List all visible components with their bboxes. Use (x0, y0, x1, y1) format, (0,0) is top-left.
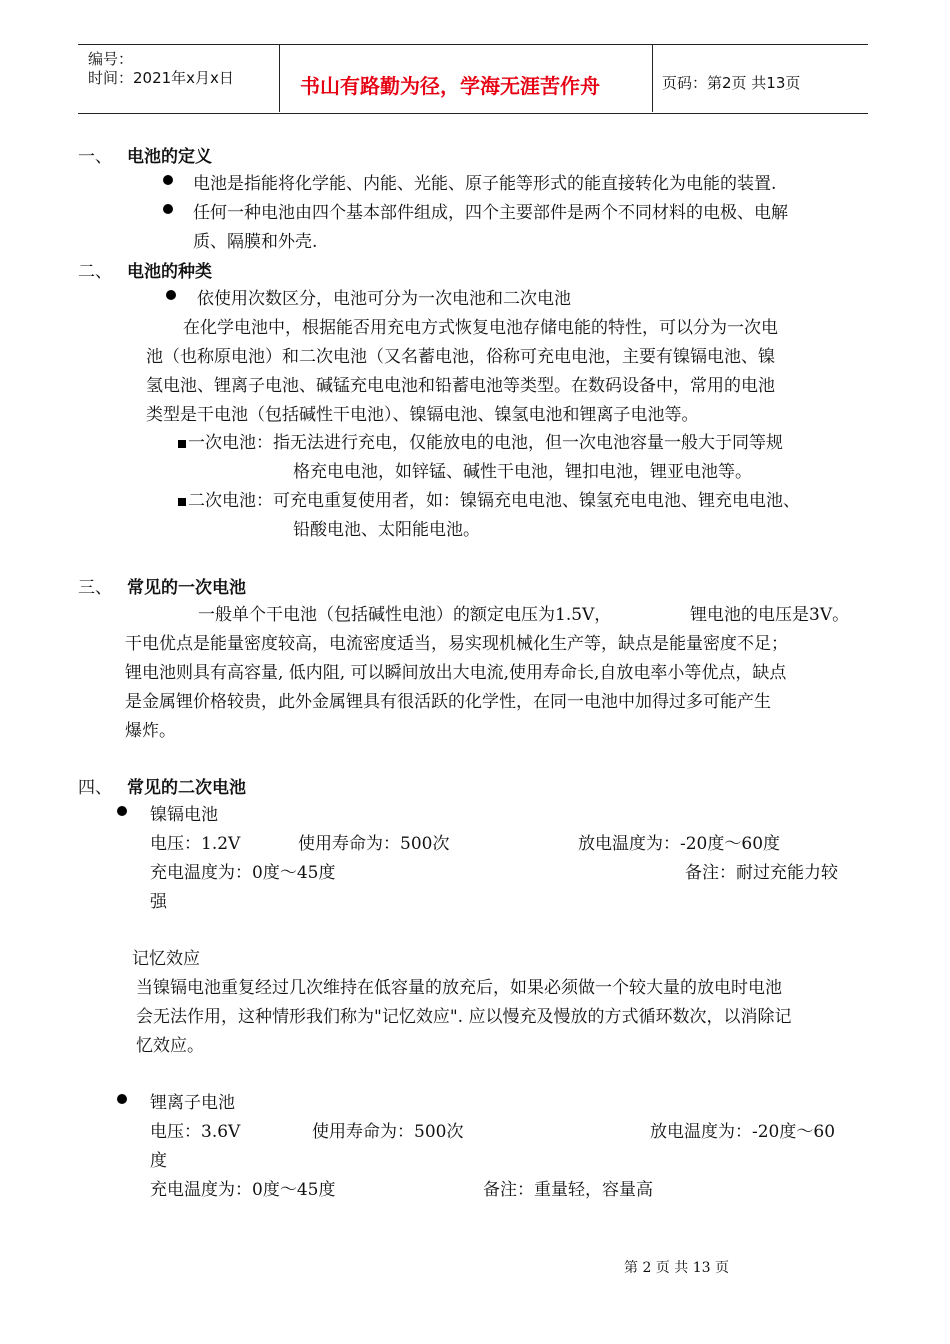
bullet-icon (117, 806, 127, 816)
bullet-icon (117, 1094, 127, 1104)
liion-name: 锂离子电池 (150, 1093, 235, 1113)
bullet-icon (163, 175, 173, 185)
header-motto: 书山有路勤为径，学海无涯苦作舟 (300, 74, 600, 98)
liion-discharge-temp-b: 度 (150, 1151, 167, 1171)
liion-discharge-temp-a: 放电温度为：-20度～60 (650, 1122, 836, 1142)
section2-bullet1: 依使用次数区分，电池可分为一次电池和二次电池 (197, 289, 571, 309)
nicd-name: 镍镉电池 (150, 805, 218, 825)
section2-item2-line1 (178, 486, 800, 511)
section2-item1-text: 一次电池：指无法进行充电，仅能放电的电池，但一次电池容量一般大于同等规 (188, 433, 783, 453)
header-divider-2 (652, 44, 653, 112)
nicd-voltage: 电压：1.2V (150, 834, 241, 854)
section3-line4: 是金属锂价格较贵，此外金属锂具有很活跃的化学性，在同一电池中加得过多可能产生 (125, 692, 771, 712)
memory-line1: 当镍镉电池重复经过几次维持在低容量的放充后，如果必须做一个较大量的放电时电池 (136, 978, 782, 998)
section3-line3: 锂电池则具有高容量, 低内阻, 可以瞬间放出大电流,使用寿命长,自放电率小等优点，缺点 (125, 663, 787, 683)
memory-line3: 忆效应。 (136, 1036, 204, 1056)
section2-item1-line1 (178, 428, 783, 453)
header-time-label: 时间：2021年x月x日 (88, 69, 234, 87)
square-bullet-icon (178, 498, 186, 506)
section2-para-line1: 在化学电池中，根据能否用充电方式恢复电池存储电能的特性，可以分为一次电 (183, 318, 778, 338)
section2-para-line4: 类型是干电池（包括碱性干电池）、镍镉电池、镍氢电池和锂离子电池等。 (146, 405, 699, 425)
header-code-label: 编号： (88, 50, 134, 68)
section1-bullet1: 电池是指能将化学能、内能、光能、原子能等形式的能直接转化为电能的装置. (193, 174, 777, 194)
liion-charge-temp: 充电温度为：0度～45度 (150, 1180, 336, 1200)
section1-title: 电池的定义 (127, 147, 212, 167)
section2-para-line3: 氢电池、锂离子电池、碱锰充电电池和铅蓄电池等类型。在数码设备中，常用的电池 (146, 376, 775, 396)
header-divider-1 (279, 44, 280, 112)
bullet-icon (166, 290, 176, 300)
footer-page-number: 第 2 页 共 13 页 (624, 1260, 729, 1276)
section3-number: 三、 (78, 578, 112, 598)
nicd-discharge-temp: 放电温度为：-20度～60度 (578, 834, 781, 854)
section3-title: 常见的一次电池 (127, 578, 246, 598)
section4-number: 四、 (78, 778, 112, 798)
section4-title: 常见的二次电池 (127, 778, 246, 798)
square-bullet-icon (178, 440, 186, 448)
nicd-remark-b: 强 (150, 892, 167, 912)
header-page-info: 页码：第2页 共13页 (662, 74, 801, 92)
nicd-life: 使用寿命为：500次 (298, 834, 450, 854)
section2-title: 电池的种类 (127, 262, 212, 282)
section3-line5: 爆炸。 (125, 721, 176, 741)
liion-remark: 备注：重量轻，容量高 (483, 1180, 653, 1200)
memory-title: 记忆效应 (132, 949, 200, 969)
section3-line1a: 一般单个干电池（包括碱性电池）的额定电压为1.5V， (198, 605, 612, 625)
section3-line2: 干电优点是能量密度较高，电流密度适当，易实现机械化生产等，缺点是能量密度不足； (125, 634, 788, 654)
section2-item2-line2: 铅酸电池、太阳能电池。 (293, 520, 480, 540)
liion-voltage: 电压：3.6V (150, 1122, 241, 1142)
section2-para-line2: 池（也称原电池）和二次电池（又名蓄电池，俗称可充电电池，主要有镍镉电池、镍 (146, 347, 775, 367)
nicd-charge-temp: 充电温度为：0度～45度 (150, 863, 336, 883)
bullet-icon (163, 204, 173, 214)
section2-number: 二、 (78, 262, 112, 282)
section2-item1-line2: 格充电电池，如锌锰、碱性干电池，锂扣电池，锂亚电池等。 (293, 462, 752, 482)
nicd-remark-a: 备注：耐过充能力较 (685, 863, 838, 883)
section3-line1b: 锂电池的电压是3V。 (690, 605, 850, 625)
section1-bullet2-line2: 质、隔膜和外壳. (193, 232, 318, 252)
section1-bullet2-line1: 任何一种电池由四个基本部件组成，四个主要部件是两个不同材料的电极、电解 (193, 203, 788, 223)
section2-item2-text: 二次电池：可充电重复使用者，如：镍镉充电电池、镍氢充电电池、锂充电电池、 (188, 491, 800, 511)
liion-life: 使用寿命为：500次 (312, 1122, 464, 1142)
section1-number: 一、 (78, 147, 112, 167)
memory-line2: 会无法作用，这种情形我们称为"记忆效应". 应以慢充及慢放的方式循环数次，以消除记 (136, 1007, 792, 1027)
